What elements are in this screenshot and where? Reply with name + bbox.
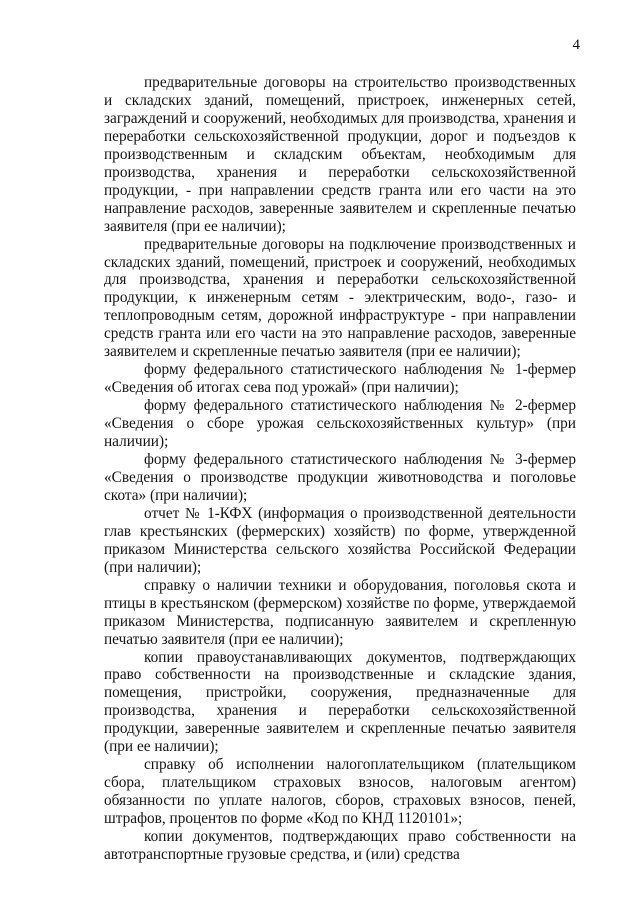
page-number: 4 — [572, 37, 580, 53]
paragraph-form-3-fermer: форму федерального статистического наблюдения № 3-фермер «Сведения о производстве продукции животноводства и поголовье скота» (при наличии); — [104, 451, 576, 504]
paragraph-title-documents-vehicles: копии документов, подтверждающих право собственности на автотранспортные грузовые средства, и (или) средства — [104, 828, 576, 863]
paragraph-preliminary-construction-contracts: предварительные договоры на строительство производственных и складских зданий, помещений, пристроек, инженерных сетей, заграждений и сооружений, необходимых для производства, хранения и переработки сельскохозяйственной продукции, дорог и подъездов к производственным и складским объектам, необходимым для производства, хранения и переработки сельскохозяйственной продукции, - при направлении средств гранта или его части на это направление расходов, заверенные заявителем и скрепленные печатью заявителя (при ее наличии); — [104, 74, 576, 235]
paragraph-title-documents-buildings: копии правоустанавливающих документов, подтверждающих право собственности на производственные и складские здания, помещения, пристройки, сооружения, предназначенные для производства, хранения и переработки сельскохозяйственной продукции, заверенные заявителем и скрепленные печатью заявителя (при ее наличии); — [104, 648, 576, 756]
paragraph-form-2-fermer: форму федерального статистического наблюдения № 2-фермер «Сведения о сборе урожая сельскохозяйственных культур» (при наличии); — [104, 397, 576, 451]
paragraph-form-1-fermer: форму федерального статистического наблюдения № 1-фермер «Сведения об итогах сева под урожай» (при наличии); — [104, 361, 576, 397]
paragraph-preliminary-connection-contracts: предварительные договоры на подключение производственных и складских зданий, помещений, пристроек и сооружений, необходимых для производства, хранения и переработки сельскохозяйственной продукции, к инженерным сетям - электрическим, водо-, газо- и теплопроводным сетям, дорожной инфраструктуре - при направлении средств гранта или его части на это направление расходов, заверенные заявителем и скрепленные печатью заявителя (при ее наличии); — [104, 235, 576, 361]
document-body — [104, 74, 576, 864]
paragraph-equipment-livestock-certificate: справку о наличии техники и оборудования, поголовья скота и птицы в крестьянском (фермерском) хозяйстве по форме, утверждаемой приказом Министерства, подписанную заявителем и скрепленную печатью заявителя (при ее наличии); — [104, 576, 576, 648]
paragraph-report-1-kfh: отчет № 1-КФХ (информация о производственной деятельности глав крестьянских (фермерских) хозяйств) по форме, утвержденной приказом Министерства сельского хозяйства Российской Федерации (при наличии); — [104, 504, 576, 576]
paragraph-tax-certificate: справку об исполнении налогоплательщиком (плательщиком сбора, плательщиком страховых взносов, налоговым агентом) обязанности по уплате налогов, сборов, страховых взносов, пеней, штрафов, процентов по форме «Код по КНД 1120101»; — [104, 756, 576, 828]
